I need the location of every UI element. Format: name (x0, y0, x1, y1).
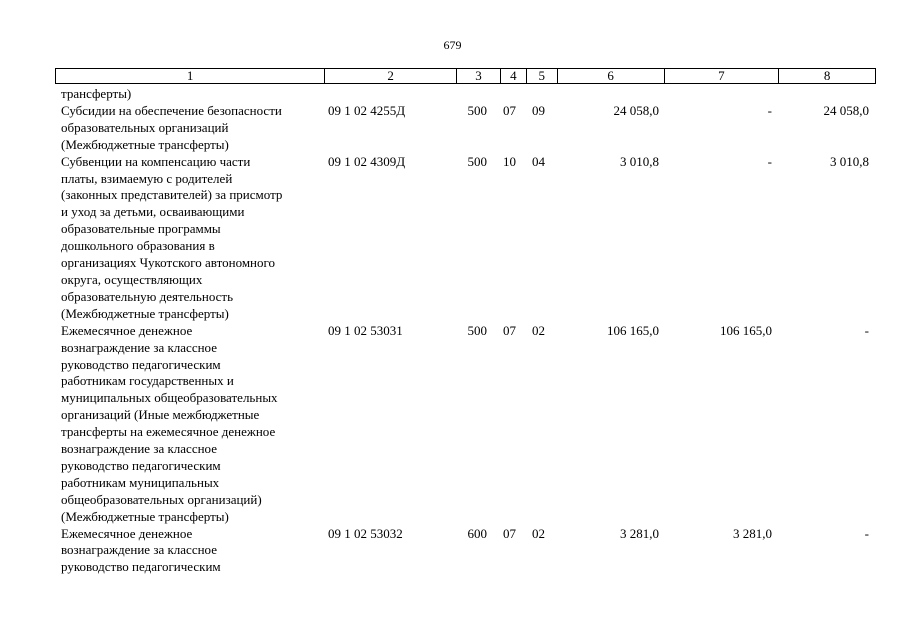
table-header (55, 68, 876, 84)
row-name: Ежемесячное денежное вознаграждение за классное руководство педагогическим работникам государственных и муниципальных общеобразовательных организаций (Иные межбюджетные трансферты на ежемесячное денежное вознаграждение за классное руководство педагогическим работникам муниципальных общеобразовательных организаций) (Межбюджетные трансферты) (61, 322, 278, 524)
header-col-6: 6 (558, 69, 665, 83)
row-name: трансферты) (61, 86, 132, 101)
row-total: 3 281,0 (620, 525, 659, 541)
row-rz: 07 (503, 525, 516, 541)
page-number: 679 (443, 38, 462, 52)
row-vr: 500 (467, 322, 487, 338)
row-code: 09 1 02 4255Д (328, 102, 406, 118)
row-code: 09 1 02 4309Д (328, 153, 406, 169)
table-row (55, 154, 876, 323)
row-col7: - (767, 102, 772, 118)
header-col-1: 1 (56, 69, 325, 83)
table-row (55, 86, 876, 103)
row-col8: - (864, 322, 869, 338)
row-vr: 500 (467, 153, 487, 169)
row-name: Ежемесячное денежное вознаграждение за классное руководство педагогическим (61, 525, 221, 575)
row-pr: 02 (532, 322, 545, 338)
row-code: 09 1 02 53032 (328, 525, 403, 541)
table-body (55, 86, 876, 576)
table-row (55, 323, 876, 526)
header-col-5: 5 (527, 69, 558, 83)
header-col-2: 2 (325, 69, 457, 83)
table-row (55, 526, 876, 577)
header-col-7: 7 (665, 69, 780, 83)
row-col8: - (864, 525, 869, 541)
row-pr: 02 (532, 525, 545, 541)
row-name: Субвенции на компенсацию части платы, взимаемую с родителей (законных представителей) за присмотр и уход за детьми, осваивающими образовательные программы дошкольного образования в организациях Чукотского автономного округа, осуществляющих образовательную деятельность (Межбюджетные трансферты) (61, 153, 283, 321)
row-total: 106 165,0 (607, 322, 659, 338)
row-vr: 500 (467, 102, 487, 118)
row-rz: 07 (503, 102, 516, 118)
row-col8: 3 010,8 (830, 153, 869, 169)
row-col8: 24 058,0 (823, 102, 869, 118)
row-total: 24 058,0 (613, 102, 659, 118)
row-pr: 09 (532, 102, 545, 118)
header-col-3: 3 (457, 69, 501, 83)
row-pr: 04 (532, 153, 545, 169)
table-row (55, 103, 876, 154)
row-total: 3 010,8 (620, 153, 659, 169)
header-col-8: 8 (823, 68, 831, 83)
row-col7: 3 281,0 (733, 525, 772, 541)
header-col-4: 4 (501, 69, 527, 83)
row-rz: 10 (503, 153, 516, 169)
row-name: Субсидии на обеспечение безопасности образовательных организаций (Межбюджетные трансферты) (61, 102, 282, 152)
row-code: 09 1 02 53031 (328, 322, 403, 338)
row-rz: 07 (503, 322, 516, 338)
row-col7: 106 165,0 (720, 322, 772, 338)
row-col7: - (767, 153, 772, 169)
row-vr: 600 (467, 525, 487, 541)
